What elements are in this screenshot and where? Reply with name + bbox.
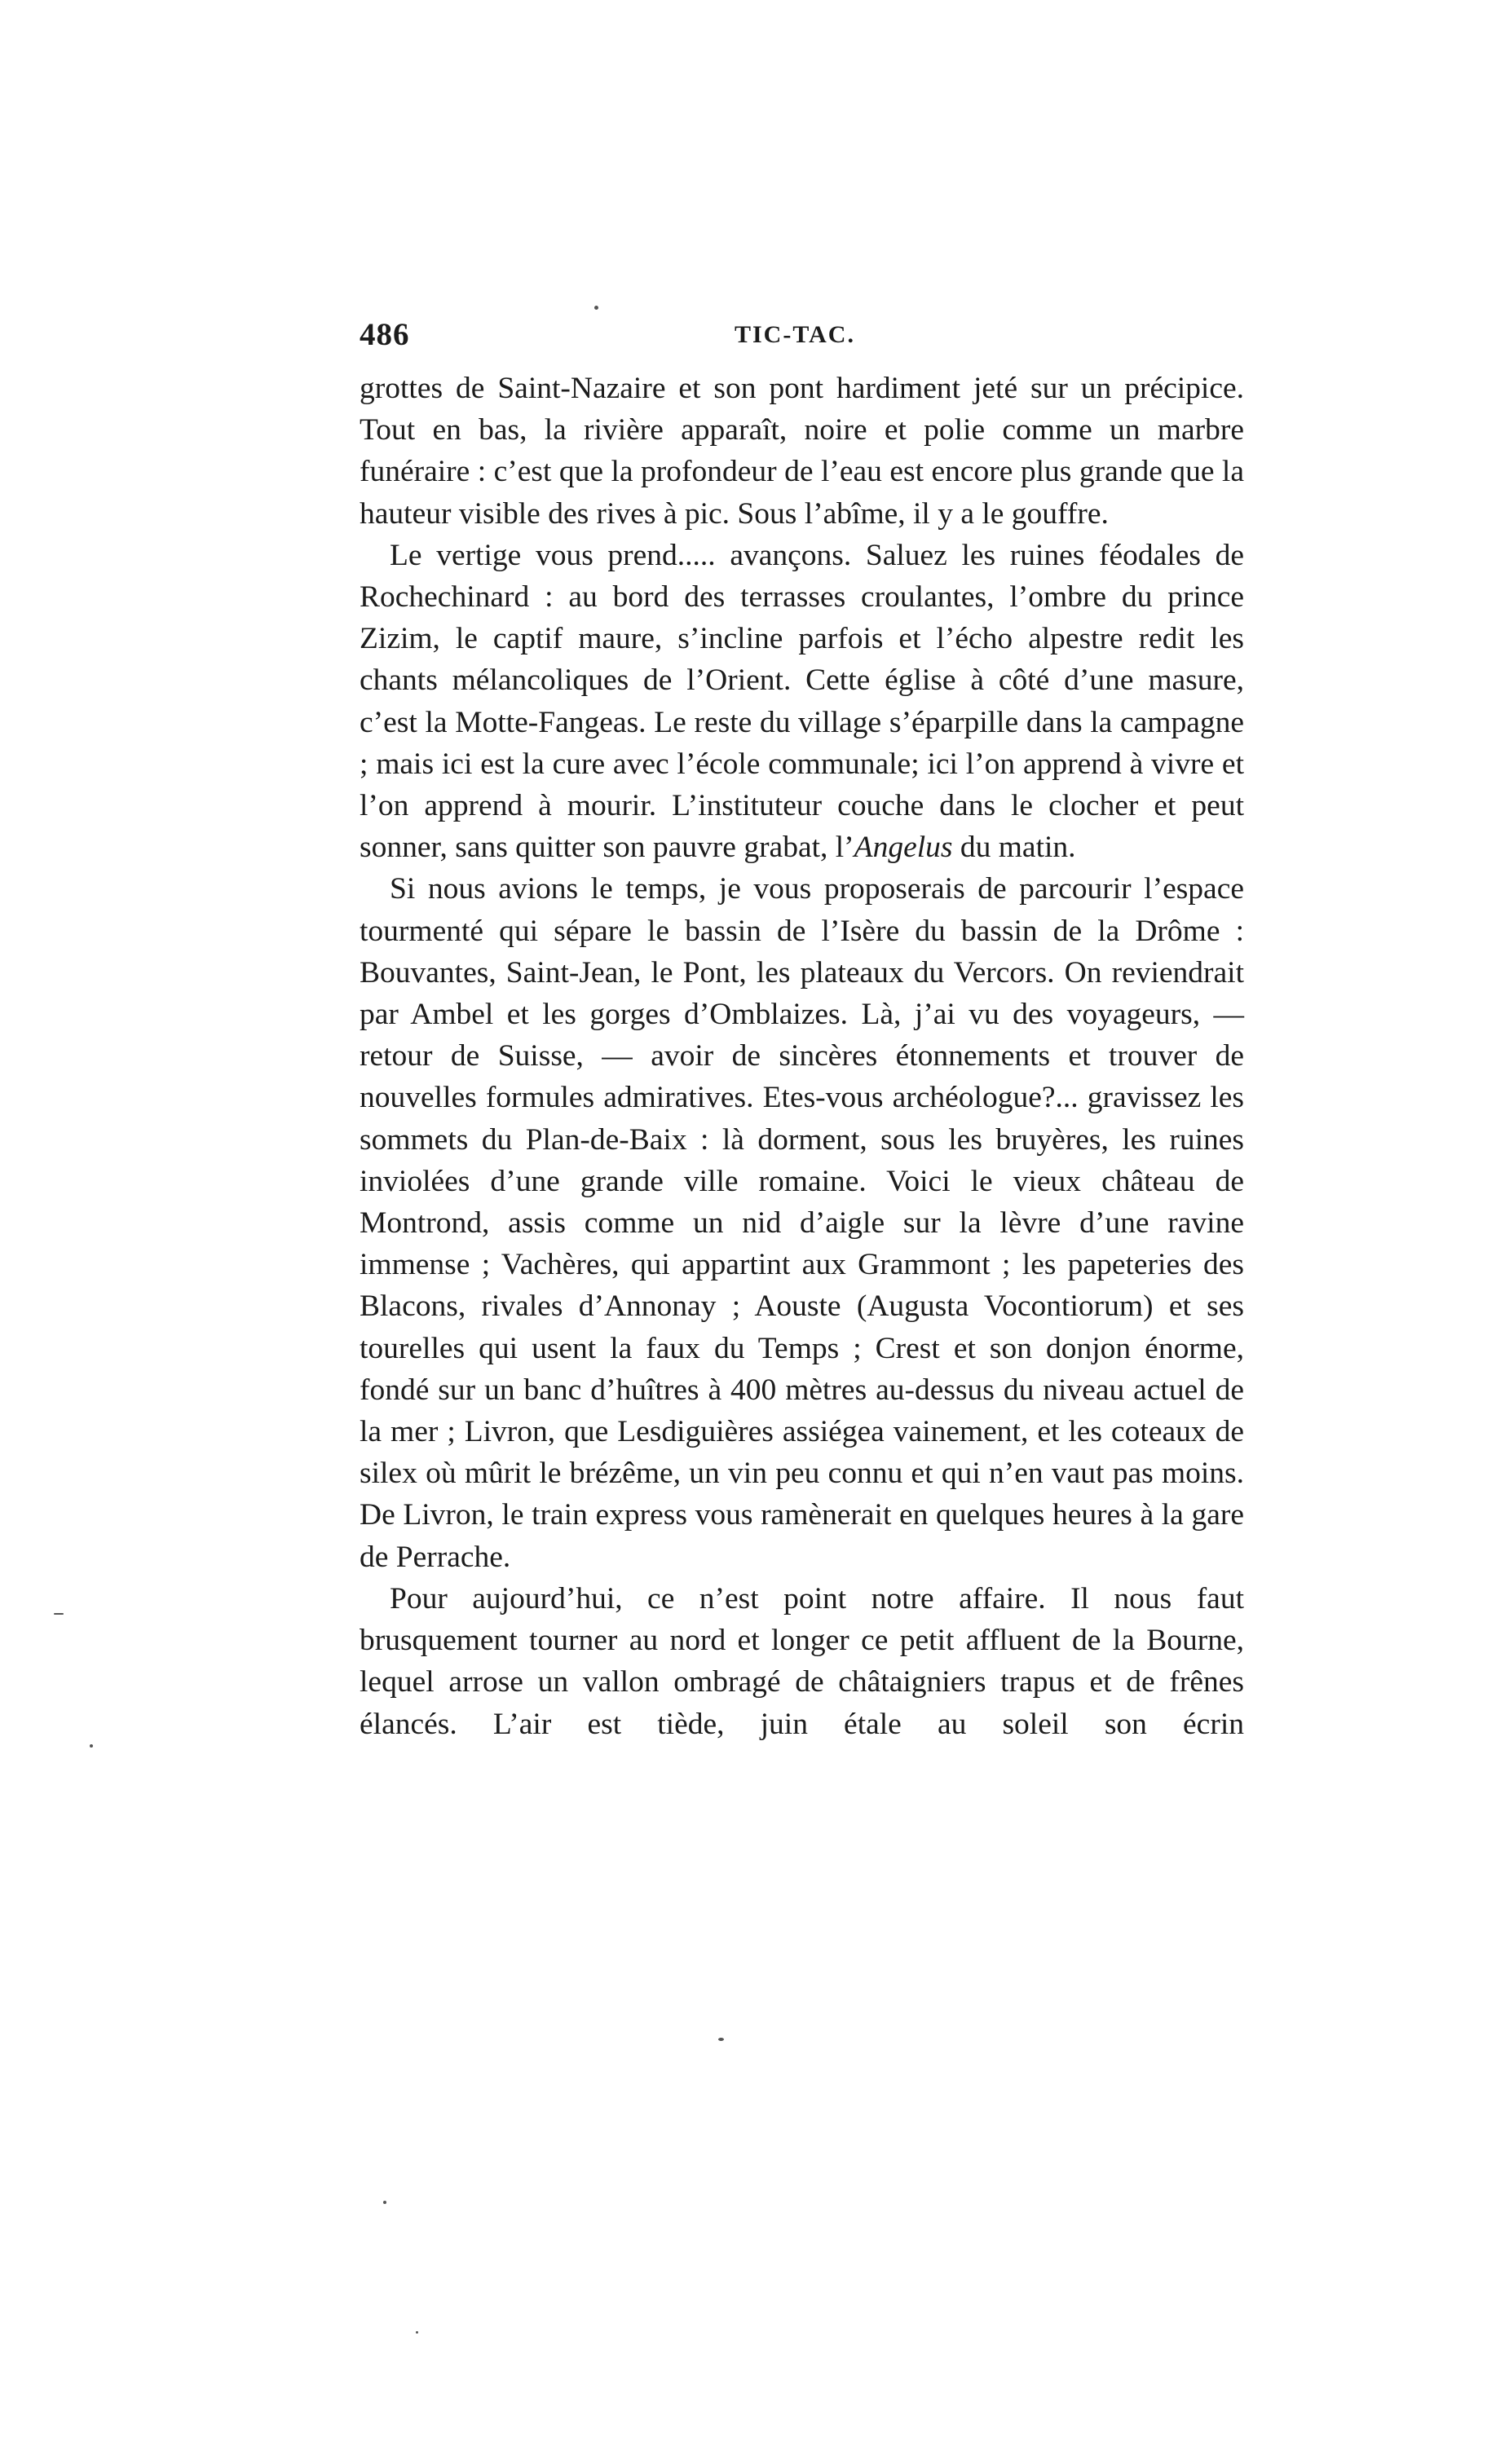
scan-speck — [54, 1613, 64, 1615]
scan-speck — [383, 2201, 386, 2204]
paragraph-2-end: du matin. — [952, 831, 1076, 865]
body-text — [360, 368, 1244, 1745]
scan-speck — [416, 2331, 418, 2334]
scan-speck — [90, 1744, 93, 1748]
angelus-italic: Angelus — [854, 831, 953, 865]
page-number: 486 — [360, 317, 410, 352]
paragraph-2 — [360, 535, 1244, 869]
paragraph-3: Si nous avions le temps, je vous proposerais de parcourir l’espace tourmenté qui sépare le bassin de l’Isère du bassin de la Drôme : Bouvantes, Saint-Jean, le Pont, les plateaux du Vercors. On reviendrait par Ambel et les gorges d’Omblaizes. Là, j’ai vu des voyageurs, — retour de Suisse, — avoir de sincères étonnements et trouver de nouvelles formules admiratives. Etes-vous archéologue?... gravissez les sommets du Plan-de-Baix : là dorment, sous les bruyères, les ruines inviolées d’une grande ville romaine. Voici le vieux château de Montrond, assis comme un nid d’aigle sur la lèvre d’une ravine immense ; Vachères, qui appartint aux Grammont ; les papeteries des Blacons, rivales d’Annonay ; Aouste (Augusta Vocontiorum) et ses tourelles qui usent la faux du Temps ; Crest et son donjon énorme, fondé sur un banc d’huîtres à 400 mètres au-dessus du niveau actuel de la mer ; Livron, que Lesdiguières assiégea vainement, et les coteaux de silex où mûrit le brézême, un vin peu connu et qui n’en vaut pas moins. De Livron, le train express vous ramènerait en quelques heures à la gare de Perrache. — [360, 872, 1244, 1574]
page-header — [360, 316, 1240, 365]
paragraph-4: Pour aujourd’hui, ce n’est point notre affaire. Il nous faut brusquement tourner au nord et longer ce petit affluent de la Bourne, lequel arrose un vallon ombragé de châtaigniers trapus et de frênes élancés. L’air est tiède, juin étale au soleil son écrin — [360, 1581, 1244, 1741]
scan-speck — [594, 306, 598, 310]
paragraph-1: grottes de Saint-Nazaire et son pont hardiment jeté sur un précipice. Tout en bas, la rivière apparaît, noire et polie comme un marbre funéraire : c’est que la profondeur de l’eau est encore plus grande que la hauteur visible des rives à pic. Sous l’abîme, il y a le gouffre. — [360, 372, 1244, 531]
scan-speck — [718, 2038, 724, 2041]
running-title: TIC-TAC. — [735, 321, 855, 348]
paragraph-2-text: Le vertige vous prend..... avançons. Saluez les ruines féodales de Rochechinard : au bord des terrasses croulantes, l’ombre du prince Zizim, le captif maure, s’incline parfois et l’écho alpestre redit les chants mélancoliques de l’Orient. Cette église à côté d’une masure, c’est la Motte-Fangeas. Le reste du village s’éparpille dans la campagne ; mais ici est la cure avec l’école communale; ici l’on apprend à vivre et l’on apprend à mourir. L’instituteur couche dans le clocher et peut sonner, sans quitter son pauvre grabat, l’ — [360, 538, 1244, 865]
